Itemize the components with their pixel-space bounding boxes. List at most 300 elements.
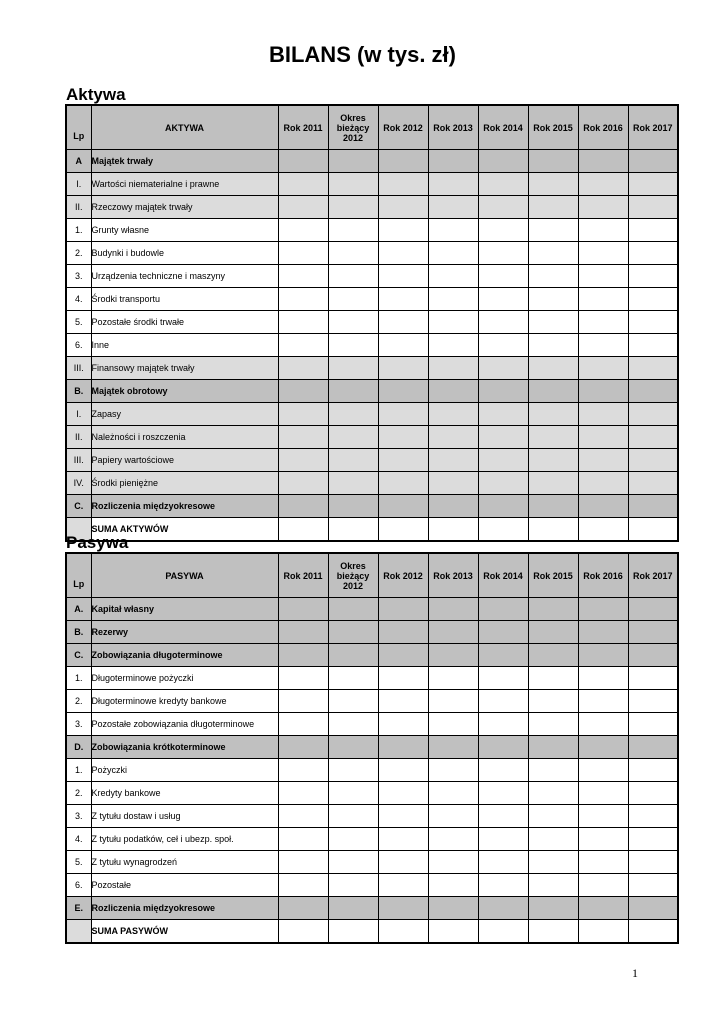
value-cell[interactable]	[578, 851, 628, 874]
value-cell[interactable]	[628, 472, 678, 495]
value-cell[interactable]	[528, 426, 578, 449]
value-cell[interactable]	[278, 495, 328, 518]
value-cell[interactable]	[578, 219, 628, 242]
row-name: Z tytułu wynagrodzeń	[91, 851, 278, 874]
value-cell[interactable]	[328, 621, 378, 644]
table-row	[66, 196, 678, 219]
value-cell[interactable]	[478, 805, 528, 828]
value-cell[interactable]	[528, 667, 578, 690]
row-name: Urządzenia techniczne i maszyny	[91, 265, 278, 288]
value-cell[interactable]	[378, 598, 428, 621]
table-row	[66, 759, 678, 782]
value-cell[interactable]	[628, 173, 678, 196]
value-cell[interactable]	[578, 621, 628, 644]
value-cell[interactable]	[628, 495, 678, 518]
value-cell[interactable]	[428, 920, 478, 944]
value-cell[interactable]	[378, 667, 428, 690]
aktywa-table	[65, 104, 679, 542]
row-name: Zobowiązania krótkoterminowe	[91, 736, 278, 759]
value-cell[interactable]	[378, 690, 428, 713]
value-cell[interactable]	[578, 518, 628, 542]
value-cell[interactable]	[528, 288, 578, 311]
value-cell[interactable]	[578, 426, 628, 449]
value-cell[interactable]	[278, 311, 328, 334]
value-cell[interactable]	[378, 851, 428, 874]
aktywa-header-col-7: Rok 2016	[578, 105, 628, 150]
value-cell[interactable]	[528, 357, 578, 380]
value-cell[interactable]	[628, 380, 678, 403]
value-cell[interactable]	[378, 334, 428, 357]
value-cell[interactable]	[428, 805, 478, 828]
value-cell[interactable]	[328, 690, 378, 713]
value-cell[interactable]	[278, 874, 328, 897]
value-cell[interactable]	[278, 598, 328, 621]
value-cell[interactable]	[378, 805, 428, 828]
value-cell[interactable]	[528, 219, 578, 242]
value-cell[interactable]	[528, 150, 578, 173]
value-cell[interactable]	[428, 150, 478, 173]
table-row	[66, 713, 678, 736]
value-cell[interactable]	[528, 644, 578, 667]
value-cell[interactable]	[528, 736, 578, 759]
value-cell[interactable]	[628, 759, 678, 782]
value-cell[interactable]	[528, 920, 578, 944]
value-cell[interactable]	[628, 219, 678, 242]
table-row	[66, 518, 678, 542]
value-cell[interactable]	[528, 311, 578, 334]
value-cell[interactable]	[428, 449, 478, 472]
value-cell[interactable]	[578, 598, 628, 621]
value-cell[interactable]	[428, 782, 478, 805]
value-cell[interactable]	[278, 403, 328, 426]
value-cell[interactable]	[278, 265, 328, 288]
value-cell[interactable]	[628, 426, 678, 449]
value-cell[interactable]	[578, 828, 628, 851]
value-cell[interactable]	[428, 713, 478, 736]
value-cell[interactable]	[578, 759, 628, 782]
value-cell[interactable]	[328, 380, 378, 403]
value-cell[interactable]	[428, 690, 478, 713]
table-row	[66, 644, 678, 667]
value-cell[interactable]	[628, 598, 678, 621]
table-row	[66, 598, 678, 621]
value-cell[interactable]	[628, 920, 678, 944]
value-cell[interactable]	[278, 667, 328, 690]
value-cell[interactable]	[628, 644, 678, 667]
value-cell[interactable]	[378, 713, 428, 736]
value-cell[interactable]	[628, 713, 678, 736]
value-cell[interactable]	[528, 265, 578, 288]
value-cell[interactable]	[378, 380, 428, 403]
value-cell[interactable]	[378, 403, 428, 426]
value-cell[interactable]	[528, 897, 578, 920]
value-cell[interactable]	[428, 621, 478, 644]
value-cell[interactable]	[578, 403, 628, 426]
value-cell[interactable]	[528, 759, 578, 782]
value-cell[interactable]	[478, 713, 528, 736]
value-cell[interactable]	[578, 713, 628, 736]
value-cell[interactable]	[428, 311, 478, 334]
value-cell[interactable]	[378, 644, 428, 667]
row-lp: I.	[66, 403, 91, 426]
row-lp: I.	[66, 173, 91, 196]
value-cell[interactable]	[328, 357, 378, 380]
value-cell[interactable]	[378, 219, 428, 242]
value-cell[interactable]	[378, 472, 428, 495]
value-cell[interactable]	[628, 736, 678, 759]
value-cell[interactable]	[628, 690, 678, 713]
value-cell[interactable]	[378, 449, 428, 472]
value-cell[interactable]	[528, 380, 578, 403]
value-cell[interactable]	[428, 357, 478, 380]
value-cell[interactable]	[428, 288, 478, 311]
value-cell[interactable]	[278, 621, 328, 644]
pasywa-header-col-3: Rok 2012	[378, 553, 428, 598]
value-cell[interactable]	[328, 196, 378, 219]
value-cell[interactable]	[628, 851, 678, 874]
value-cell[interactable]	[278, 805, 328, 828]
value-cell[interactable]	[578, 920, 628, 944]
value-cell[interactable]	[278, 920, 328, 944]
value-cell[interactable]	[628, 265, 678, 288]
value-cell[interactable]	[428, 759, 478, 782]
value-cell[interactable]	[278, 449, 328, 472]
value-cell[interactable]	[328, 828, 378, 851]
table-row	[66, 426, 678, 449]
value-cell[interactable]	[278, 828, 328, 851]
row-name: Środki transportu	[91, 288, 278, 311]
value-cell[interactable]	[578, 782, 628, 805]
value-cell[interactable]	[528, 782, 578, 805]
value-cell[interactable]	[478, 897, 528, 920]
value-cell[interactable]	[328, 334, 378, 357]
value-cell[interactable]	[578, 472, 628, 495]
value-cell[interactable]	[328, 265, 378, 288]
value-cell[interactable]	[578, 667, 628, 690]
value-cell[interactable]	[328, 805, 378, 828]
value-cell[interactable]	[528, 173, 578, 196]
value-cell[interactable]	[478, 828, 528, 851]
table-row	[66, 265, 678, 288]
value-cell[interactable]	[278, 334, 328, 357]
value-cell[interactable]	[478, 403, 528, 426]
value-cell[interactable]	[528, 598, 578, 621]
value-cell[interactable]	[478, 472, 528, 495]
value-cell[interactable]	[328, 403, 378, 426]
value-cell[interactable]	[628, 782, 678, 805]
value-cell[interactable]	[278, 426, 328, 449]
value-cell[interactable]	[478, 736, 528, 759]
value-cell[interactable]	[328, 495, 378, 518]
value-cell[interactable]	[528, 690, 578, 713]
row-name: Rzeczowy majątek trwały	[91, 196, 278, 219]
value-cell[interactable]	[278, 713, 328, 736]
row-lp: 3.	[66, 713, 91, 736]
value-cell[interactable]	[528, 518, 578, 542]
table-row	[66, 667, 678, 690]
value-cell[interactable]	[328, 219, 378, 242]
value-cell[interactable]	[378, 736, 428, 759]
value-cell[interactable]	[378, 196, 428, 219]
value-cell[interactable]	[628, 828, 678, 851]
value-cell[interactable]	[478, 426, 528, 449]
value-cell[interactable]	[278, 897, 328, 920]
value-cell[interactable]	[428, 644, 478, 667]
value-cell[interactable]	[428, 380, 478, 403]
value-cell[interactable]	[428, 897, 478, 920]
aktywa-header-col-5: Rok 2014	[478, 105, 528, 150]
value-cell[interactable]	[428, 334, 478, 357]
value-cell[interactable]	[378, 759, 428, 782]
value-cell[interactable]	[628, 621, 678, 644]
value-cell[interactable]	[578, 334, 628, 357]
value-cell[interactable]	[478, 265, 528, 288]
value-cell[interactable]	[328, 644, 378, 667]
value-cell[interactable]	[528, 449, 578, 472]
value-cell[interactable]	[528, 828, 578, 851]
value-cell[interactable]	[378, 874, 428, 897]
value-cell[interactable]	[578, 805, 628, 828]
row-name: Pozostałe zobowiązania długoterminowe	[91, 713, 278, 736]
row-lp: 5.	[66, 851, 91, 874]
row-lp: A	[66, 150, 91, 173]
value-cell[interactable]	[278, 150, 328, 173]
value-cell[interactable]	[528, 334, 578, 357]
value-cell[interactable]	[578, 242, 628, 265]
aktywa-header-col-2: Okres bieżący 2012	[328, 105, 378, 150]
value-cell[interactable]	[528, 621, 578, 644]
value-cell[interactable]	[578, 690, 628, 713]
value-cell[interactable]	[478, 449, 528, 472]
value-cell[interactable]	[328, 713, 378, 736]
value-cell[interactable]	[478, 150, 528, 173]
value-cell[interactable]	[378, 782, 428, 805]
value-cell[interactable]	[478, 219, 528, 242]
value-cell[interactable]	[578, 357, 628, 380]
value-cell[interactable]	[578, 380, 628, 403]
value-cell[interactable]	[328, 449, 378, 472]
value-cell[interactable]	[578, 897, 628, 920]
value-cell[interactable]	[628, 288, 678, 311]
value-cell[interactable]	[478, 288, 528, 311]
row-lp: 6.	[66, 334, 91, 357]
row-name: Rozliczenia międzyokresowe	[91, 897, 278, 920]
value-cell[interactable]	[478, 334, 528, 357]
value-cell[interactable]	[478, 242, 528, 265]
value-cell[interactable]	[478, 380, 528, 403]
value-cell[interactable]	[478, 759, 528, 782]
value-cell[interactable]	[578, 736, 628, 759]
value-cell[interactable]	[478, 782, 528, 805]
value-cell[interactable]	[428, 828, 478, 851]
value-cell[interactable]	[328, 667, 378, 690]
row-name: Należności i roszczenia	[91, 426, 278, 449]
value-cell[interactable]	[628, 667, 678, 690]
value-cell[interactable]	[628, 805, 678, 828]
value-cell[interactable]	[278, 472, 328, 495]
value-cell[interactable]	[328, 426, 378, 449]
value-cell[interactable]	[478, 173, 528, 196]
value-cell[interactable]	[378, 621, 428, 644]
value-cell[interactable]	[578, 449, 628, 472]
value-cell[interactable]	[628, 518, 678, 542]
value-cell[interactable]	[478, 690, 528, 713]
value-cell[interactable]	[378, 495, 428, 518]
value-cell[interactable]	[578, 288, 628, 311]
value-cell[interactable]	[378, 357, 428, 380]
value-cell[interactable]	[578, 644, 628, 667]
value-cell[interactable]	[528, 805, 578, 828]
value-cell[interactable]	[428, 426, 478, 449]
value-cell[interactable]	[478, 518, 528, 542]
value-cell[interactable]	[328, 759, 378, 782]
value-cell[interactable]	[378, 173, 428, 196]
row-lp: 3.	[66, 265, 91, 288]
value-cell[interactable]	[478, 851, 528, 874]
value-cell[interactable]	[628, 357, 678, 380]
value-cell[interactable]	[428, 403, 478, 426]
value-cell[interactable]	[578, 173, 628, 196]
value-cell[interactable]	[478, 357, 528, 380]
value-cell[interactable]	[428, 196, 478, 219]
table-row	[66, 897, 678, 920]
value-cell[interactable]	[328, 242, 378, 265]
value-cell[interactable]	[528, 851, 578, 874]
value-cell[interactable]	[328, 874, 378, 897]
value-cell[interactable]	[378, 242, 428, 265]
value-cell[interactable]	[478, 196, 528, 219]
value-cell[interactable]	[628, 242, 678, 265]
value-cell[interactable]	[628, 449, 678, 472]
value-cell[interactable]	[278, 759, 328, 782]
row-lp: II.	[66, 426, 91, 449]
value-cell[interactable]	[578, 874, 628, 897]
aktywa-section-title: Aktywa	[66, 85, 126, 104]
value-cell[interactable]	[378, 518, 428, 542]
value-cell[interactable]	[378, 426, 428, 449]
value-cell[interactable]	[478, 598, 528, 621]
value-cell[interactable]	[328, 782, 378, 805]
value-cell[interactable]	[378, 920, 428, 944]
value-cell[interactable]	[628, 897, 678, 920]
value-cell[interactable]	[328, 173, 378, 196]
value-cell[interactable]	[278, 736, 328, 759]
value-cell[interactable]	[528, 713, 578, 736]
value-cell[interactable]	[328, 472, 378, 495]
row-name: Wartości niematerialne i prawne	[91, 173, 278, 196]
value-cell[interactable]	[428, 472, 478, 495]
value-cell[interactable]	[278, 380, 328, 403]
row-lp: 1.	[66, 667, 91, 690]
value-cell[interactable]	[278, 219, 328, 242]
value-cell[interactable]	[428, 173, 478, 196]
value-cell[interactable]	[628, 874, 678, 897]
value-cell[interactable]	[478, 621, 528, 644]
value-cell[interactable]	[328, 598, 378, 621]
value-cell[interactable]	[528, 242, 578, 265]
value-cell[interactable]	[278, 357, 328, 380]
value-cell[interactable]	[428, 736, 478, 759]
value-cell[interactable]	[278, 196, 328, 219]
value-cell[interactable]	[578, 495, 628, 518]
value-cell[interactable]	[478, 311, 528, 334]
value-cell[interactable]	[428, 874, 478, 897]
value-cell[interactable]	[478, 644, 528, 667]
value-cell[interactable]	[428, 598, 478, 621]
value-cell[interactable]	[278, 242, 328, 265]
value-cell[interactable]	[328, 897, 378, 920]
row-name: Finansowy majątek trwały	[91, 357, 278, 380]
value-cell[interactable]	[278, 173, 328, 196]
value-cell[interactable]	[328, 311, 378, 334]
value-cell[interactable]	[278, 851, 328, 874]
value-cell[interactable]	[278, 690, 328, 713]
value-cell[interactable]	[478, 495, 528, 518]
value-cell[interactable]	[628, 403, 678, 426]
aktywa-header-col-4: Rok 2013	[428, 105, 478, 150]
value-cell[interactable]	[478, 920, 528, 944]
value-cell[interactable]	[478, 667, 528, 690]
value-cell[interactable]	[528, 874, 578, 897]
value-cell[interactable]	[528, 403, 578, 426]
value-cell[interactable]	[428, 518, 478, 542]
value-cell[interactable]	[428, 495, 478, 518]
value-cell[interactable]	[328, 288, 378, 311]
aktywa-header-row	[66, 105, 678, 150]
value-cell[interactable]	[278, 644, 328, 667]
value-cell[interactable]	[378, 150, 428, 173]
value-cell[interactable]	[628, 334, 678, 357]
value-cell[interactable]	[628, 311, 678, 334]
value-cell[interactable]	[278, 518, 328, 542]
value-cell[interactable]	[428, 667, 478, 690]
value-cell[interactable]	[578, 150, 628, 173]
value-cell[interactable]	[628, 150, 678, 173]
row-name: Kredyty bankowe	[91, 782, 278, 805]
value-cell[interactable]	[478, 874, 528, 897]
value-cell[interactable]	[578, 265, 628, 288]
value-cell[interactable]	[328, 920, 378, 944]
value-cell[interactable]	[378, 828, 428, 851]
value-cell[interactable]	[428, 265, 478, 288]
value-cell[interactable]	[428, 851, 478, 874]
value-cell[interactable]	[528, 472, 578, 495]
row-name: Budynki i budowle	[91, 242, 278, 265]
table-row	[66, 288, 678, 311]
value-cell[interactable]	[328, 518, 378, 542]
page-number: 1	[632, 966, 638, 980]
value-cell[interactable]	[578, 196, 628, 219]
row-name: Grunty własne	[91, 219, 278, 242]
value-cell[interactable]	[278, 782, 328, 805]
value-cell[interactable]	[428, 242, 478, 265]
pasywa-body	[66, 598, 678, 944]
value-cell[interactable]	[378, 265, 428, 288]
value-cell[interactable]	[278, 288, 328, 311]
value-cell[interactable]	[378, 288, 428, 311]
value-cell[interactable]	[578, 311, 628, 334]
value-cell[interactable]	[428, 219, 478, 242]
value-cell[interactable]	[328, 150, 378, 173]
value-cell[interactable]	[378, 311, 428, 334]
value-cell[interactable]	[328, 736, 378, 759]
value-cell[interactable]	[528, 196, 578, 219]
value-cell[interactable]	[328, 851, 378, 874]
value-cell[interactable]	[528, 495, 578, 518]
table-row	[66, 736, 678, 759]
value-cell[interactable]	[378, 897, 428, 920]
value-cell[interactable]	[628, 196, 678, 219]
